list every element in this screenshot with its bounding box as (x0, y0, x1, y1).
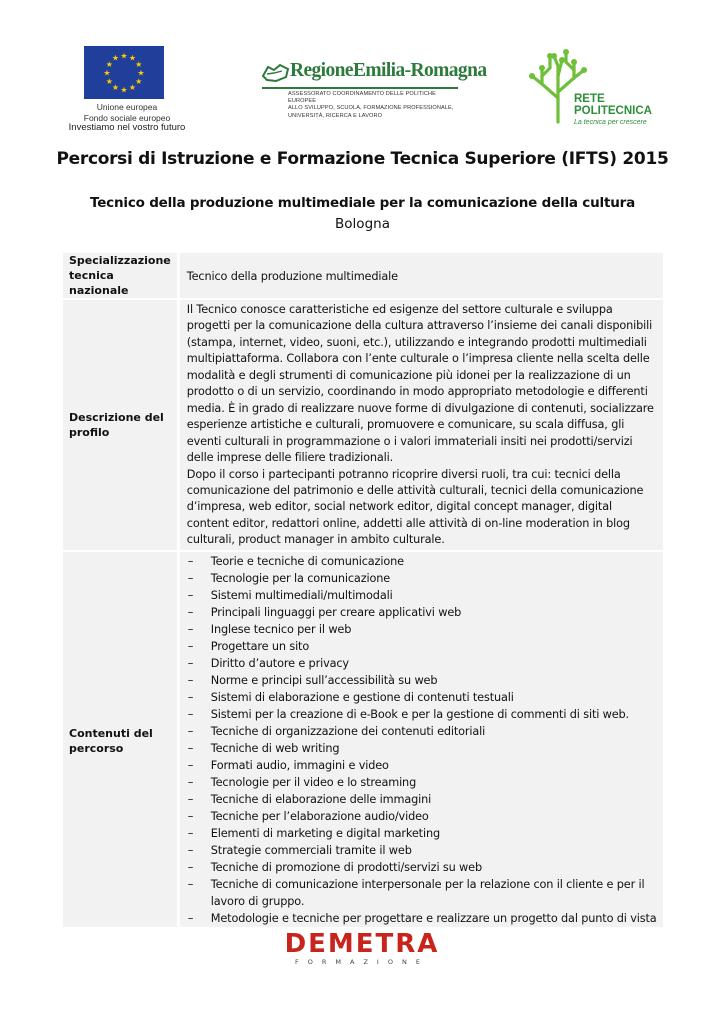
page-title: Percorsi di Istruzione e Formazione Tecnica Superiore (IFTS) 2015 (56, 149, 669, 169)
list-item (187, 604, 657, 621)
dash-bullet: – (187, 622, 194, 636)
list-item-text: Progettare un sito (210, 639, 310, 653)
list-item-text: Diritto d’autore e privacy (210, 656, 349, 670)
contents-list (187, 553, 657, 927)
eu-star-icon: ★ (105, 76, 113, 86)
eu-star-icon: ★ (120, 85, 128, 95)
table-row-description (63, 299, 663, 551)
list-item-text: Tecniche per l’elaborazione audio/video (210, 809, 429, 823)
dash-bullet: – (187, 809, 194, 823)
list-item-text: Tecnologie per la comunicazione (210, 571, 391, 585)
dash-bullet: – (187, 673, 194, 687)
list-item-text: Inglese tecnico per il web (210, 622, 352, 636)
dash-bullet: – (187, 792, 194, 806)
dash-bullet: – (187, 554, 194, 568)
desc-paragraph-1: Il Tecnico conosce caratteristiche ed esigenze del settore culturale e sviluppa progetti per la comunicazione della cultura attraverso l’insieme dei canali disponibili (stampa, internet, video, suoni, etc.), utilizzando e integrando prodotti multimediali multipiattaforma. Collabora con l’ente culturale o l’impresa cliente nella scelta delle modalità e degli strumenti di comunicazione più idonei per la realizzazione di un prodotto o di un servizio, coordinando in modo appropriato metodologie e differenti media. È in grado di realizzare nuove forme di divulgazione di contenuti, socializzare esperienze artistiche e culturali, promuovere e comunicare, su scala diffusa, gli eventi culturali in programmazione o i valori immateriali insiti nei prodotti/servizi delle imprese delle filiere tradizionali. (186, 303, 654, 465)
course-title: Tecnico della produzione multimediale per la comunicazione della cultura (90, 195, 635, 211)
list-item (187, 842, 657, 859)
dash-bullet: – (187, 911, 194, 925)
desc-value (178, 299, 663, 551)
dash-bullet: – (187, 690, 194, 704)
eu-star-icon: ★ (111, 83, 120, 93)
list-item (187, 672, 657, 689)
list-item-text: Sistemi di elaborazione e gestione di contenuti testuali (210, 690, 514, 704)
table-row-contents (63, 551, 663, 928)
dash-bullet: – (187, 826, 194, 840)
list-item-text: Norme e principi sull’accessibilità su web (210, 673, 438, 687)
list-item-text: Tecniche di web writing (210, 741, 340, 755)
list-item-text: Tecniche di promozione di prodotti/servizi su web (210, 860, 482, 874)
dash-bullet: – (187, 758, 194, 772)
list-item (187, 621, 657, 638)
list-item (187, 655, 657, 672)
spec-label: Specializzazione tecnica nazionale (63, 252, 178, 299)
dash-bullet: – (187, 877, 194, 891)
list-item (187, 706, 657, 723)
table-row-specialization (63, 252, 663, 299)
course-city: Bologna (335, 216, 390, 232)
dash-bullet: – (187, 860, 194, 874)
region-map-icon (262, 62, 290, 84)
region-sub-line2: ALLO SVILUPPO, SCUOLA, FORMAZIONE PROFESSIONALE, (288, 105, 454, 112)
eu-motto: Investiamo nel vostro futuro (68, 122, 186, 133)
dash-bullet: – (187, 656, 194, 670)
list-item (187, 825, 657, 842)
region-rule (262, 87, 458, 89)
list-item (187, 638, 657, 655)
eu-star-icon: ★ (111, 53, 120, 63)
eu-line1: Unione europea (96, 102, 158, 112)
eu-star-icon: ★ (135, 76, 143, 86)
rete-line2: POLITECNICA (574, 104, 652, 117)
eu-star-icon: ★ (135, 59, 143, 69)
list-item-text: Principali linguaggi per creare applicativi web (210, 605, 462, 619)
dash-bullet: – (187, 707, 194, 721)
list-item (187, 910, 657, 927)
list-item (187, 774, 657, 791)
list-item-text: Sistemi per la creazione di e-Book e per la gestione di commenti di siti web. (210, 707, 629, 721)
dash-bullet: – (187, 588, 194, 602)
eu-star-icon: ★ (103, 68, 111, 78)
eu-flag-icon (84, 46, 164, 99)
region-subtitle (288, 91, 460, 120)
list-item-text: Tecnologie per il video e lo streaming (210, 775, 417, 789)
list-item (187, 689, 657, 706)
list-item (187, 757, 657, 774)
list-item (187, 587, 657, 604)
eu-star-icon: ★ (128, 53, 137, 63)
rete-tagline: La tecnica per crescere (574, 119, 647, 126)
eu-line2: Fondo sociale europeo (83, 112, 171, 123)
eu-logo (68, 44, 186, 136)
list-item (187, 740, 657, 757)
course-info-table (63, 251, 663, 929)
eu-star-icon: ★ (120, 51, 128, 61)
list-item-text: Metodologie e tecniche per progettare e realizzare un progetto dal punto di vista (210, 911, 657, 925)
list-item-text: Formati audio, immagini e video (210, 758, 389, 772)
demetra-sub: FORMAZIONE (295, 958, 429, 966)
list-item-text: Tecniche di elaborazione delle immagini (210, 792, 432, 806)
eu-star-icon: ★ (105, 59, 113, 69)
regione-emilia-romagna-logo (262, 58, 487, 122)
desc-label: Descrizione del profilo (63, 299, 178, 551)
list-item (187, 876, 657, 910)
rete-title (574, 94, 652, 117)
list-item (187, 570, 657, 587)
list-item-text: Tecniche di organizzazione dei contenuti editoriali (210, 724, 486, 738)
list-item-text: Teorie e tecniche di comunicazione (210, 554, 404, 568)
eu-star-icon: ★ (128, 83, 137, 93)
list-item-text: Sistemi multimediali/multimodali (210, 588, 393, 602)
rete-line1: RETE (574, 93, 605, 105)
region-sub-line3: UNIVERSITÀ, RICERCA E LAVORO (288, 112, 383, 119)
dash-bullet: – (187, 724, 194, 738)
demetra-logo (282, 929, 442, 969)
region-name: RegioneEmilia-Romagna (290, 60, 487, 81)
contents-label: Contenuti del percorso (63, 551, 178, 928)
dash-bullet: – (187, 605, 194, 619)
list-item-text: Elementi di marketing e digital marketing (210, 826, 440, 840)
rete-politecnica-logo (528, 46, 658, 130)
eu-caption (68, 102, 186, 134)
list-item (187, 723, 657, 740)
dash-bullet: – (187, 775, 194, 789)
eu-star-icon: ★ (137, 68, 145, 78)
spec-value: Tecnico della produzione multimediale (178, 252, 663, 299)
demetra-brand: DEMETRA (284, 929, 440, 959)
dash-bullet: – (187, 741, 194, 755)
list-item (187, 808, 657, 825)
contents-value (178, 551, 663, 928)
list-item-text: Strategie commerciali tramite il web (210, 843, 412, 857)
list-item (187, 859, 657, 876)
desc-paragraph-2: Dopo il corso i partecipanti potranno ricoprire diversi ruoli, tra cui: tecnici della comunicazione del patrimonio e delle attività culturali, tecnici della comunicazione d’impresa, web editor, social network editor, digital concept manager, digital content editor, redattori online, addetti alle attività di on-line moderation in blog culturali, product manager in ambito culturale. (186, 467, 644, 547)
dash-bullet: – (187, 639, 194, 653)
dash-bullet: – (187, 571, 194, 585)
list-item-text: Tecniche di comunicazione interpersonale per la relazione con il cliente e per il lavoro di gruppo. (210, 877, 645, 908)
region-sub-line1: ASSESSORATO COORDINAMENTO DELLE POLITICHE EUROPEE (288, 91, 437, 105)
list-item (187, 791, 657, 808)
dash-bullet: – (187, 843, 194, 857)
list-item (187, 553, 657, 570)
